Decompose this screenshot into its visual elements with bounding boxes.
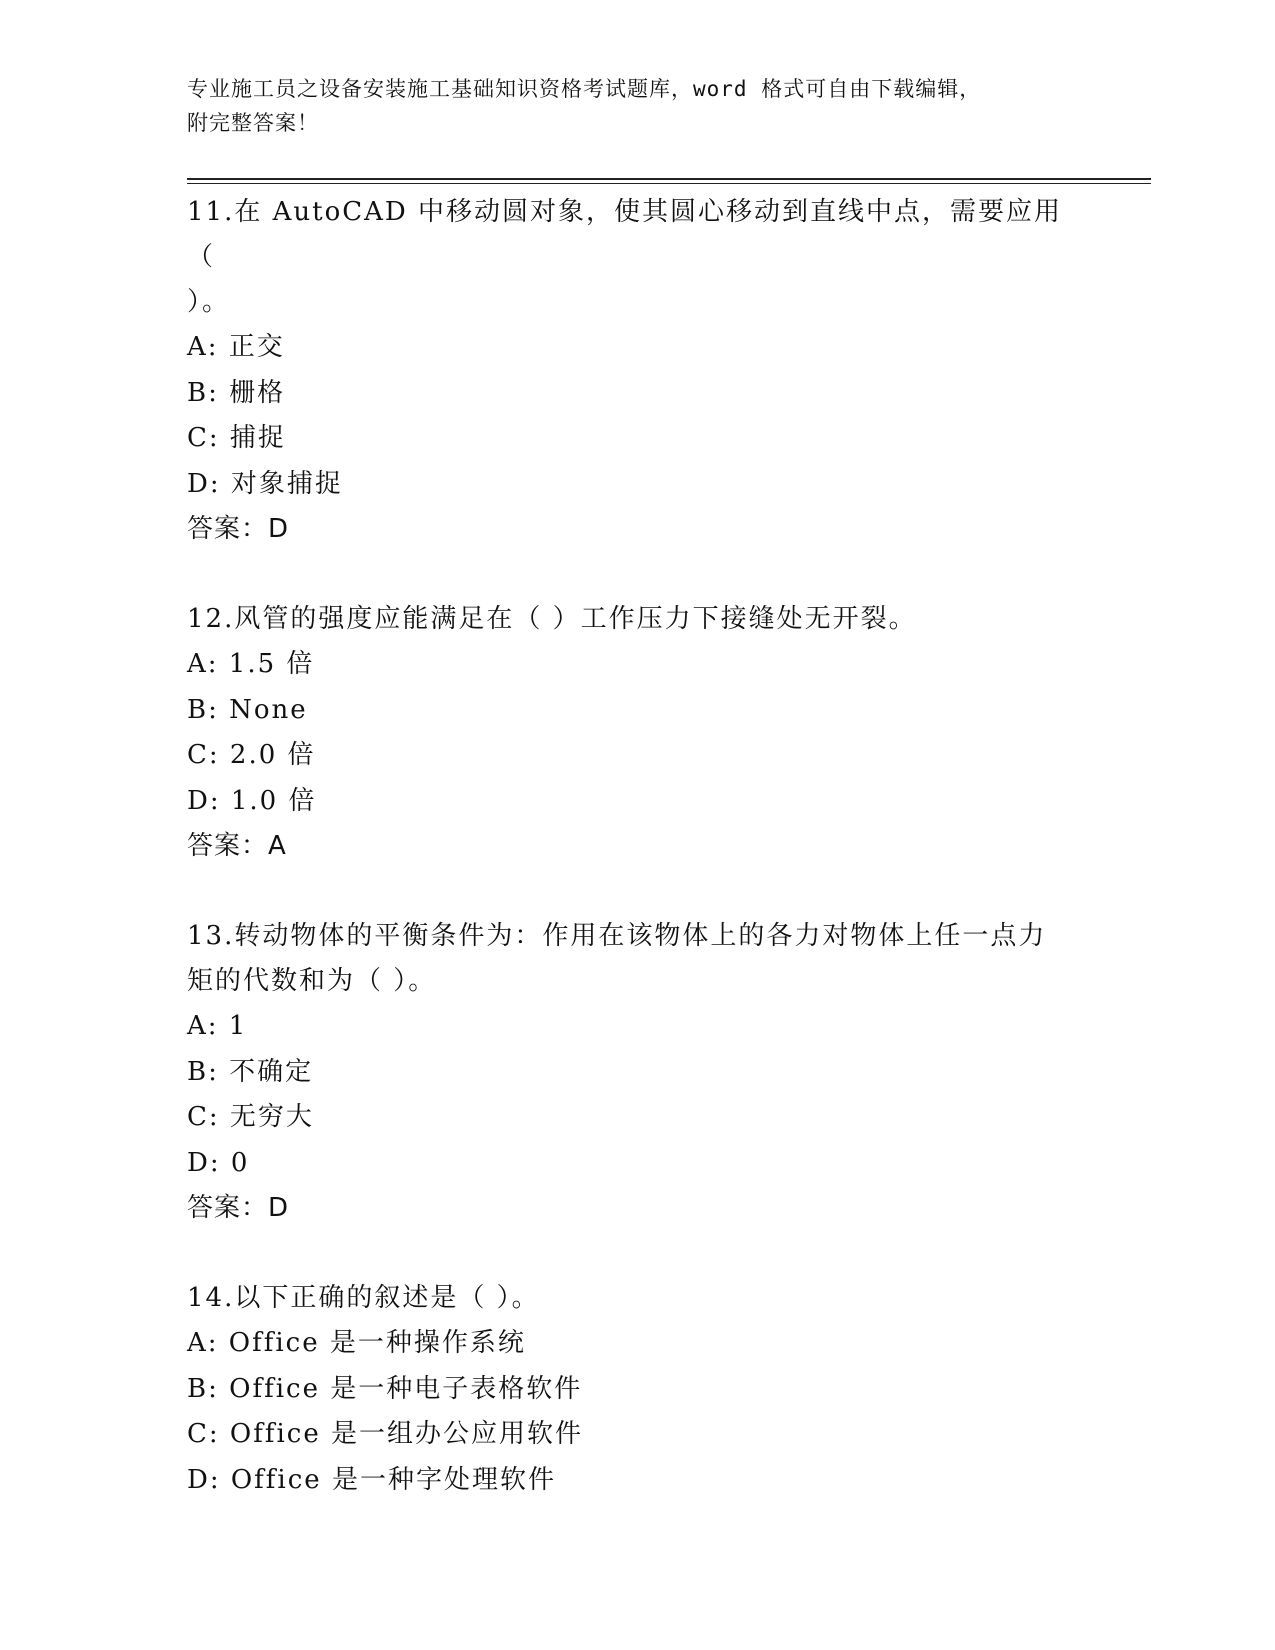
option-d: D: 0 bbox=[187, 1147, 250, 1178]
answer-line: 答案：D bbox=[187, 1193, 290, 1223]
question-spacer bbox=[187, 552, 1087, 597]
question-spacer bbox=[187, 869, 1087, 914]
question-stem: 12.风管的强度应能满足在（ ）工作压力下接缝处无开裂。 bbox=[187, 604, 917, 634]
question-stem: 11.在 AutoCAD 中移动圆对象，使其圆心移动到直线中点，需要应用（ ）。 bbox=[187, 197, 1063, 317]
option-d: D: 对象捕捉 bbox=[187, 468, 343, 499]
header-line-1: 专业施工员之设备安装施工基础知识资格考试题库，word 格式可自由下载编辑， bbox=[187, 77, 982, 101]
question-stem: 13.转动物体的平衡条件为：作用在该物体上的各力对物体上任一点力 矩的代数和为（ ）。 bbox=[187, 921, 1047, 996]
question-spacer bbox=[187, 1231, 1087, 1276]
option-a: A: 1 bbox=[187, 1011, 248, 1041]
option-a: A: 正交 bbox=[187, 332, 285, 362]
option-b: B: 栅格 bbox=[187, 377, 286, 408]
option-c: C: 2.0 倍 bbox=[187, 740, 316, 770]
question-list bbox=[187, 190, 1087, 1503]
option-d: D: 1.0 倍 bbox=[187, 785, 317, 816]
option-c: C: Office 是一组办公应用软件 bbox=[187, 1419, 584, 1449]
question-stem: 14.以下正确的叙述是（ ）。 bbox=[187, 1283, 540, 1313]
question-11 bbox=[187, 190, 1087, 552]
option-b: B: 不确定 bbox=[187, 1056, 314, 1087]
header-line-2: 附完整答案！ bbox=[187, 111, 319, 135]
option-c: C: 无穷大 bbox=[187, 1102, 314, 1132]
question-13 bbox=[187, 914, 1087, 1231]
answer-line: 答案：D bbox=[187, 514, 290, 544]
header-divider-thin bbox=[187, 183, 1151, 184]
option-a: A: 1.5 倍 bbox=[187, 649, 315, 679]
option-b: B: Office 是一种电子表格软件 bbox=[187, 1373, 583, 1404]
option-b: B: None bbox=[187, 694, 308, 725]
question-14 bbox=[187, 1276, 1087, 1503]
option-c: C: 捕捉 bbox=[187, 423, 286, 453]
document-header bbox=[187, 72, 1087, 140]
header-divider-thick bbox=[187, 178, 1151, 180]
question-12 bbox=[187, 597, 1087, 869]
option-a: A: Office 是一种操作系统 bbox=[187, 1328, 526, 1358]
option-d: D: Office 是一种字处理软件 bbox=[187, 1464, 556, 1495]
answer-line: 答案：A bbox=[187, 831, 287, 861]
